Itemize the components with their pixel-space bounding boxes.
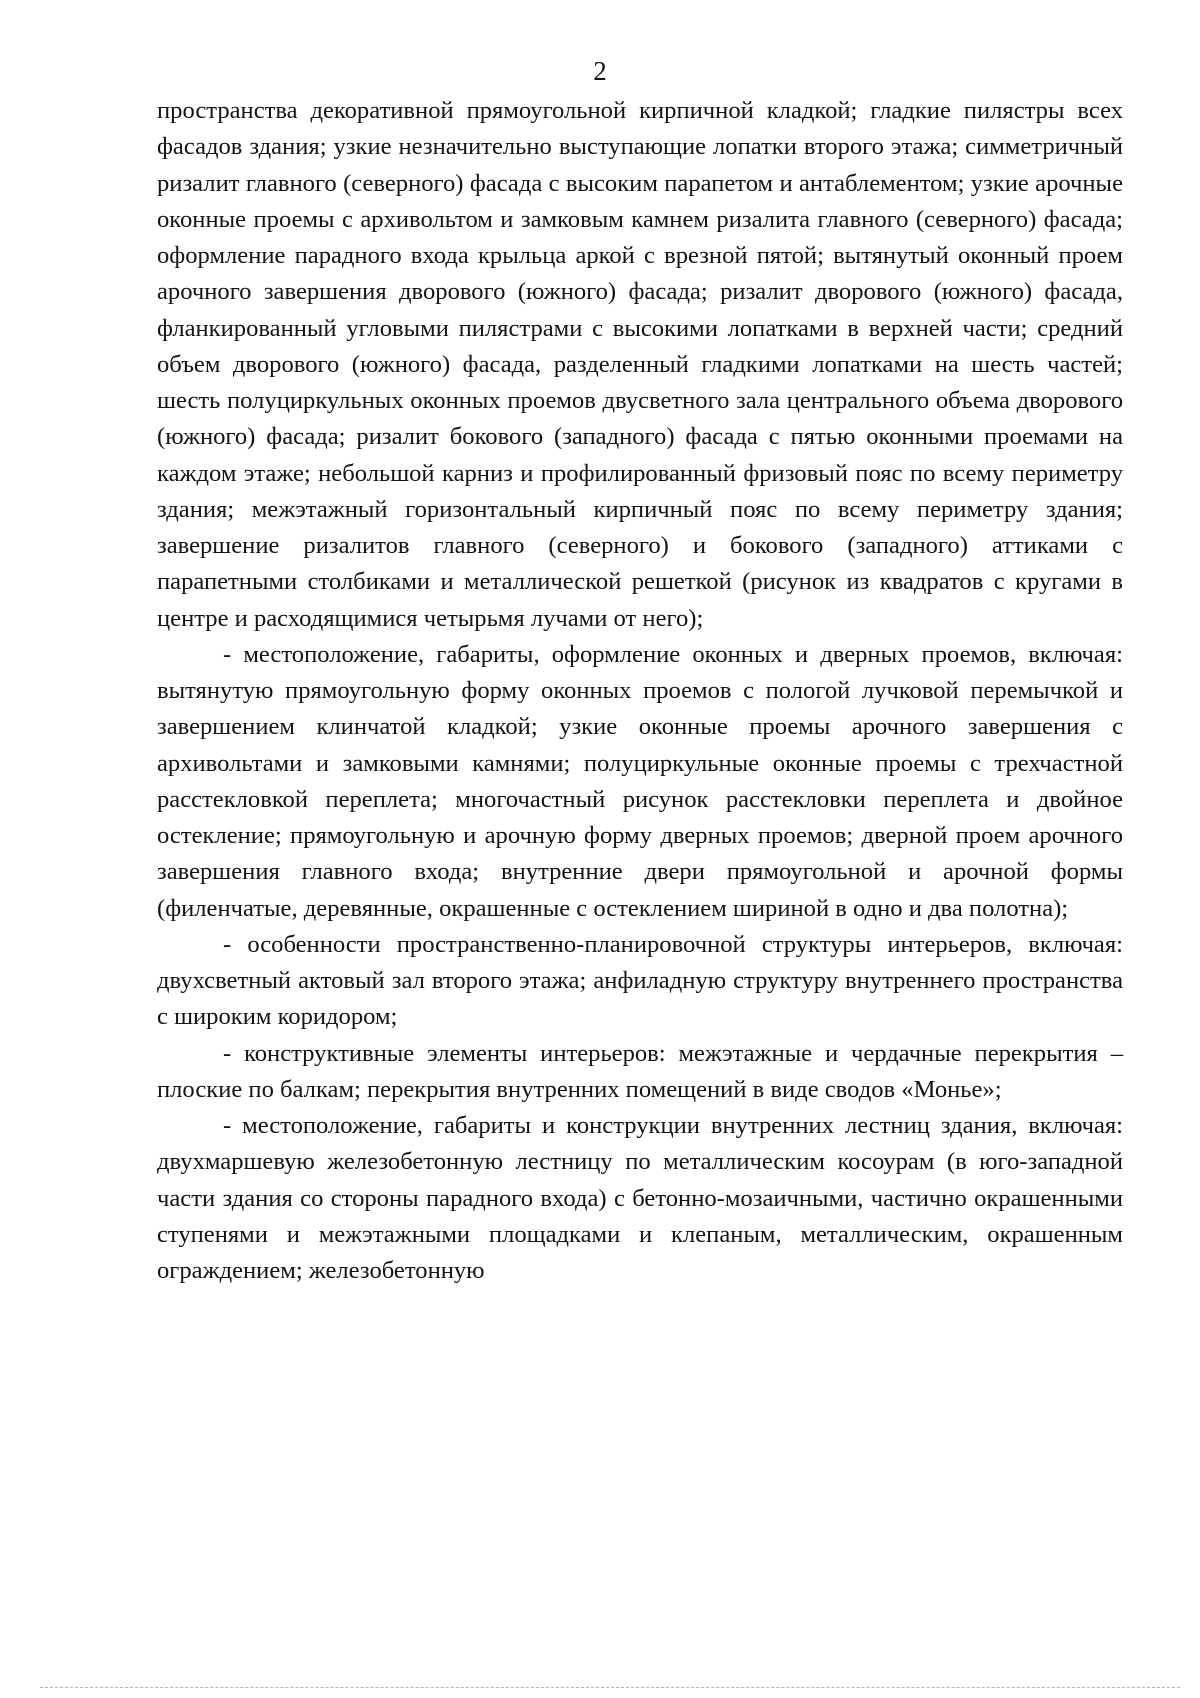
paragraph-facade-elements: пространства декоративной прямоугольной кирпичной кладкой; гладкие пилястры всех фасадов здания; узкие незначительно выступающие лопатки второго этажа; симметричный ризалит главного (северного) фасада с высоким парапетом и антаблементом; узкие арочные оконные проемы с архивольтом и замковым камнем ризалита главного (северного) фасада; оформление парадного входа крыльца аркой с врезной пятой; вытянутый оконный проем арочного завершения дворового (южного) фасада; ризалит дворового (южного) фасада, фланкированный угловыми пилястрами с высокими лопатками в верхней части; средний объем дворового (южного) фасада, разделенный гладкими лопатками на шесть частей; шесть полуциркульных оконных проемов двусветного зала центрального объема дворового (южного) фасада; ризалит бокового (западного) фасада с пятью оконными проемами на каждом этаже; небольшой карниз и профилированный фризовый пояс по всему периметру здания; межэтажный горизонтальный кирпичный пояс по всему периметру здания; завершение ризалитов главного (северного) и бокового (западного) аттиками с парапетными столбиками и металлической решеткой (рисунок из квадратов с кругами в центре и расходящимися четырьмя лучами от него); xyxy=(157,97,1123,632)
paragraph-interior-layout: - особенности пространственно-планировочной структуры интерьеров, включая: двухсветный актовый зал второго этажа; анфиладную структуру внутреннего пространства с широким коридором; xyxy=(157,930,1123,1031)
paragraph-openings: - местоположение, габариты, оформление оконных и дверных проемов, включая: вытянутую прямоугольную форму оконных проемов с пологой лучковой перемычкой и завершением клинчатой кладкой; узкие оконные проемы арочного завершения с архивольтами и замковыми камнями; полуциркульные оконные проемы с трехчастной расстекловкой переплета; многочастный рисунок расстекловки переплета и двойное остекление; прямоугольную и арочную форму дверных проемов; дверной проем арочного завершения главного входа; внутренние двери прямоугольной и арочной формы (филенчатые, деревянные, окрашенные с остеклением шириной в одно и два полотна); xyxy=(157,640,1123,922)
paragraph-interior-structures: - конструктивные элементы интерьеров: межэтажные и чердачные перекрытия – плоские по балкам; перекрытия внутренних помещений в виде сводов «Монье»; xyxy=(157,1039,1123,1103)
paragraph-staircases: - местоположение, габариты и конструкции внутренних лестниц здания, включая: двухмаршевую железобетонную лестницу по металлическим косоурам (в юго-западной части здания со стороны парадного входа) с бетонно-мозаичными, частично окрашенными ступенями и межэтажными площадками и клепаным, металлическим, окрашенным ограждением; железобетонную xyxy=(157,1112,1123,1284)
page-number: 2 xyxy=(593,56,607,86)
scan-edge-line xyxy=(40,1687,1180,1688)
document-body xyxy=(157,93,1123,1289)
